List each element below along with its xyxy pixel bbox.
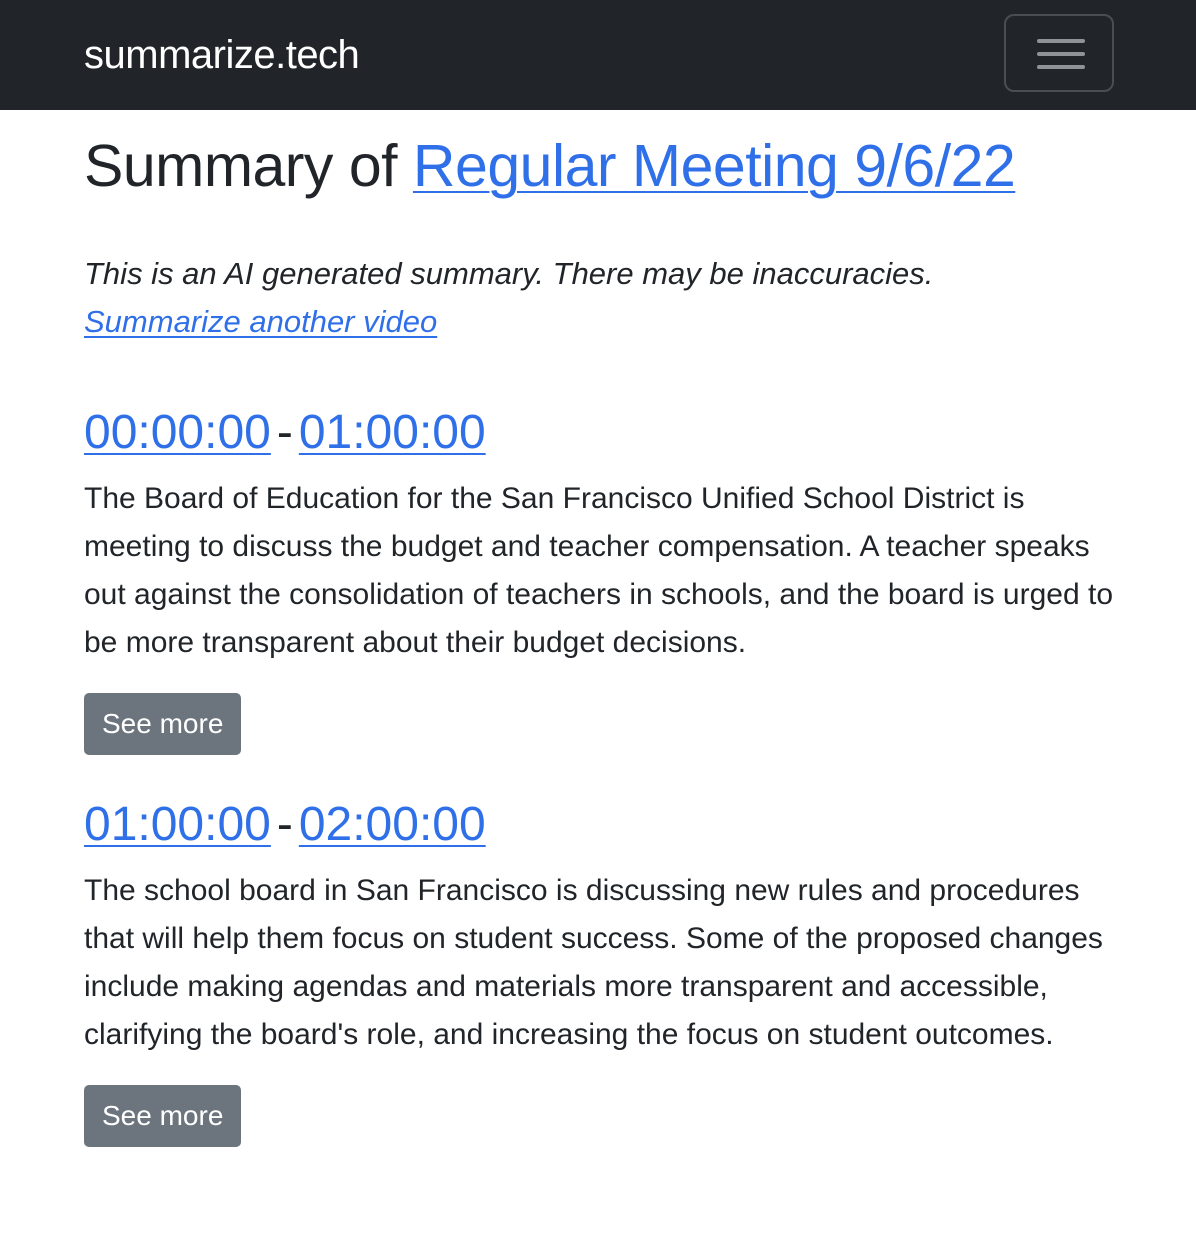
video-title-link[interactable]: Regular Meeting 9/6/22: [412, 133, 1016, 199]
section-timestamp-range: [84, 797, 1114, 853]
section-summary-text: The Board of Education for the San Francisco Unified School District is meeting to discuss the budget and teacher compensation. A teacher speaks out against the consolidation of teachers in schools, and the board is urged to be more transparent about their budget decisions.: [84, 482, 1114, 659]
timestamp-separator: -: [276, 798, 293, 851]
summary-section: [84, 405, 1114, 755]
see-more-button[interactable]: See more: [84, 1085, 241, 1147]
section-summary-text: The school board in San Francisco is discussing new rules and procedures that will help them focus on student success. Some of the proposed changes include making agendas and materials more transparent and accessible, clarifying the board's role, and increasing the focus on student outcomes.: [84, 874, 1103, 1051]
navbar-toggle-button[interactable]: [1004, 14, 1114, 92]
navbar: [0, 0, 1196, 110]
disclaimer: [84, 250, 933, 346]
brand-link[interactable]: summarize.tech: [84, 33, 360, 77]
summarize-another-link[interactable]: Summarize another video: [84, 304, 438, 339]
timestamp-end-link[interactable]: 01:00:00: [298, 406, 486, 459]
hamburger-menu-icon: [1037, 39, 1085, 69]
timestamp-start-link[interactable]: 01:00:00: [84, 798, 271, 851]
disclaimer-text: This is an AI generated summary. There may be inaccuracies.: [84, 256, 934, 291]
summary-section: [84, 797, 1114, 1147]
section-timestamp-range: [84, 405, 1114, 461]
title-prefix: Summary of: [84, 133, 413, 199]
see-more-button[interactable]: See more: [84, 693, 241, 755]
timestamp-end-link[interactable]: 02:00:00: [298, 798, 486, 851]
page-title: [84, 134, 1015, 198]
timestamp-start-link[interactable]: 00:00:00: [84, 406, 271, 459]
timestamp-separator: -: [276, 406, 293, 459]
